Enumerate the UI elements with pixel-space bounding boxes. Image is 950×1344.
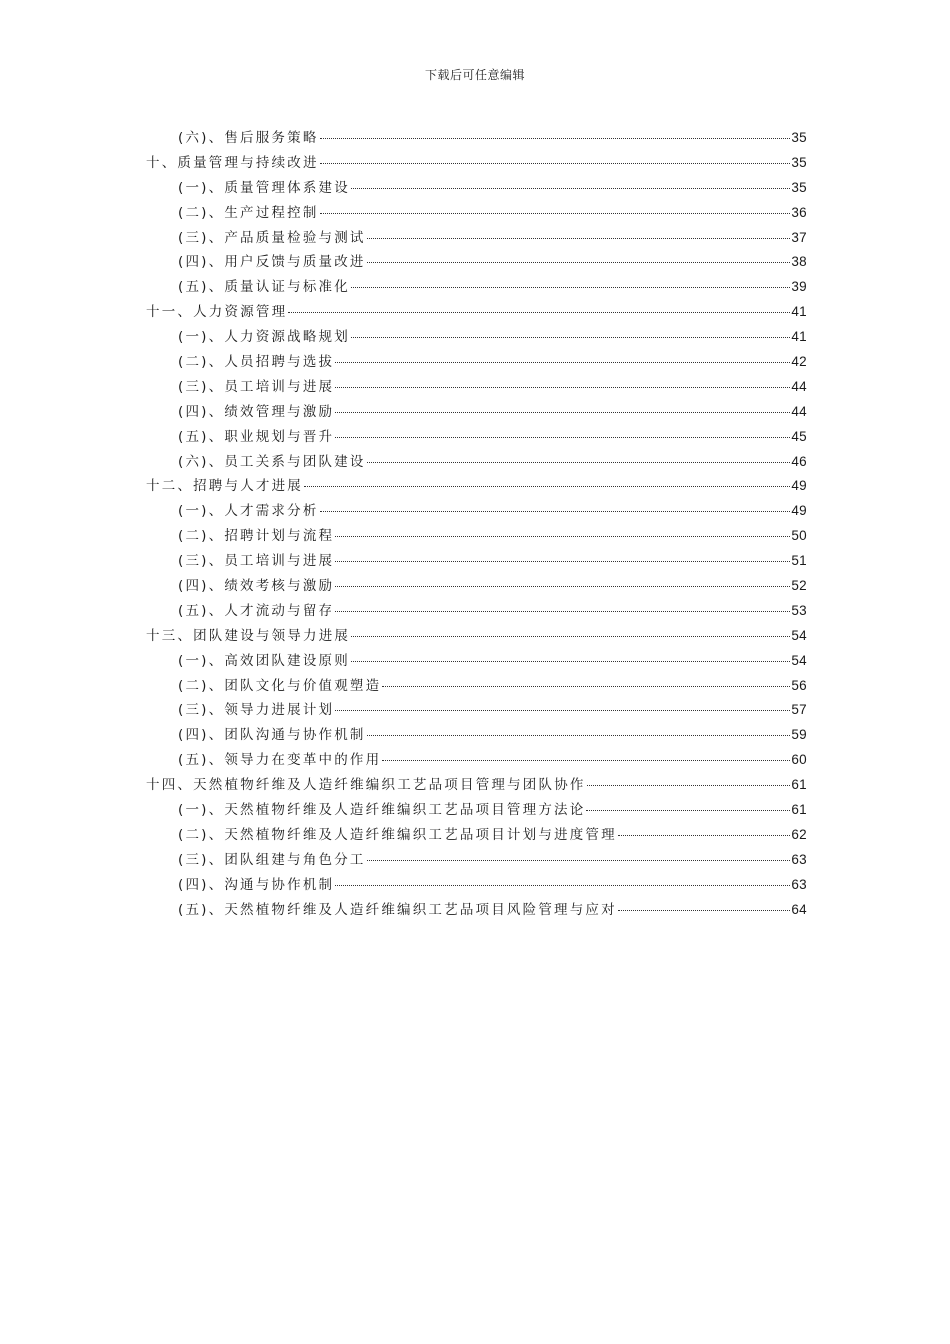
toc-section-entry[interactable] xyxy=(146,499,807,524)
toc-page-number: 39 xyxy=(791,279,807,295)
toc-dot-leader xyxy=(586,809,790,811)
toc-dot-leader xyxy=(618,909,791,911)
toc-dot-leader xyxy=(335,560,790,562)
toc-page-number: 44 xyxy=(791,403,807,419)
toc-dot-leader xyxy=(320,212,791,214)
toc-entry-label: (一)、人力资源战略规划 xyxy=(178,329,350,346)
toc-section-entry[interactable] xyxy=(146,748,807,773)
toc-page-number: 42 xyxy=(791,354,807,370)
toc-dot-leader xyxy=(320,510,791,512)
toc-page-number: 51 xyxy=(791,553,807,569)
toc-section-entry[interactable] xyxy=(146,425,807,450)
toc-page-number: 41 xyxy=(791,304,807,320)
toc-section-entry[interactable] xyxy=(146,798,807,823)
toc-dot-leader xyxy=(367,261,791,263)
toc-section-entry[interactable] xyxy=(146,524,807,549)
toc-entry-label: (一)、高效团队建设原则 xyxy=(178,652,350,669)
toc-section-entry[interactable] xyxy=(146,325,807,350)
toc-entry-label: (一)、质量管理体系建设 xyxy=(178,179,350,196)
toc-dot-leader xyxy=(367,734,791,736)
toc-section-entry[interactable] xyxy=(146,848,807,873)
toc-entry-label: (三)、员工培训与进展 xyxy=(178,553,335,570)
toc-entry-label: (二)、人员招聘与选拔 xyxy=(178,354,335,371)
toc-dot-leader xyxy=(367,859,791,861)
toc-page-number: 56 xyxy=(791,677,807,693)
toc-dot-leader xyxy=(587,784,791,786)
toc-section-entry[interactable] xyxy=(146,574,807,599)
toc-page-number: 59 xyxy=(791,727,807,743)
toc-dot-leader xyxy=(335,411,790,413)
toc-chapter-entry[interactable] xyxy=(146,624,807,649)
toc-dot-leader xyxy=(351,635,790,637)
toc-section-entry[interactable] xyxy=(146,275,807,300)
toc-page-number: 38 xyxy=(791,254,807,270)
toc-dot-leader xyxy=(335,535,790,537)
toc-page-number: 53 xyxy=(791,602,807,618)
toc-page-number: 63 xyxy=(791,851,807,867)
toc-chapter-entry[interactable] xyxy=(146,300,807,325)
toc-page-number: 37 xyxy=(791,229,807,245)
toc-section-entry[interactable] xyxy=(146,450,807,475)
toc-entry-label: (二)、天然植物纤维及人造纤维编织工艺品项目计划与进度管理 xyxy=(178,826,617,843)
toc-entry-label: (五)、人才流动与留存 xyxy=(178,602,335,619)
toc-entry-label: (五)、领导力在变革中的作用 xyxy=(178,752,382,769)
toc-dot-leader xyxy=(304,485,790,487)
toc-section-entry[interactable] xyxy=(146,898,807,923)
toc-dot-leader xyxy=(335,585,790,587)
toc-page-number: 49 xyxy=(791,503,807,519)
toc-page-number: 52 xyxy=(791,578,807,594)
toc-entry-label: (四)、绩效考核与激励 xyxy=(178,578,335,595)
toc-section-entry[interactable] xyxy=(146,649,807,674)
toc-dot-leader xyxy=(335,386,790,388)
toc-entry-label: 十二、招聘与人才进展 xyxy=(146,478,303,495)
toc-dot-leader xyxy=(351,286,790,288)
toc-section-entry[interactable] xyxy=(146,873,807,898)
toc-chapter-entry[interactable] xyxy=(146,151,807,176)
toc-entry-label: (五)、职业规划与晋升 xyxy=(178,428,335,445)
table-of-contents xyxy=(146,126,807,923)
toc-section-entry[interactable] xyxy=(146,350,807,375)
toc-page-number: 35 xyxy=(791,154,807,170)
toc-entry-label: (六)、员工关系与团队建设 xyxy=(178,453,366,470)
toc-entry-label: (四)、绩效管理与激励 xyxy=(178,403,335,420)
toc-page-number: 63 xyxy=(791,876,807,892)
toc-section-entry[interactable] xyxy=(146,723,807,748)
toc-page-number: 49 xyxy=(791,478,807,494)
toc-entry-label: 十、质量管理与持续改进 xyxy=(146,154,319,171)
toc-dot-leader xyxy=(351,336,790,338)
toc-entry-label: 十四、天然植物纤维及人造纤维编织工艺品项目管理与团队协作 xyxy=(146,777,586,794)
toc-entry-label: (三)、产品质量检验与测试 xyxy=(178,229,366,246)
toc-section-entry[interactable] xyxy=(146,250,807,275)
toc-section-entry[interactable] xyxy=(146,226,807,251)
toc-dot-leader xyxy=(335,709,790,711)
toc-page-number: 54 xyxy=(791,627,807,643)
toc-section-entry[interactable] xyxy=(146,201,807,226)
toc-entry-label: 十一、人力资源管理 xyxy=(146,304,288,321)
toc-page-number: 62 xyxy=(791,826,807,842)
toc-section-entry[interactable] xyxy=(146,549,807,574)
toc-page-number: 36 xyxy=(791,204,807,220)
toc-section-entry[interactable] xyxy=(146,375,807,400)
toc-entry-label: (三)、领导力进展计划 xyxy=(178,702,335,719)
toc-dot-leader xyxy=(367,461,791,463)
toc-dot-leader xyxy=(351,660,790,662)
toc-entry-label: (三)、团队组建与角色分工 xyxy=(178,851,366,868)
toc-dot-leader xyxy=(335,361,790,363)
toc-chapter-entry[interactable] xyxy=(146,773,807,798)
toc-page-number: 44 xyxy=(791,378,807,394)
toc-entry-label: (二)、生产过程控制 xyxy=(178,204,319,221)
toc-dot-leader xyxy=(618,834,791,836)
toc-section-entry[interactable] xyxy=(146,698,807,723)
toc-page-number: 60 xyxy=(791,752,807,768)
toc-section-entry[interactable] xyxy=(146,176,807,201)
toc-page-number: 61 xyxy=(791,777,807,793)
toc-dot-leader xyxy=(288,311,790,313)
toc-entry-label: (一)、天然植物纤维及人造纤维编织工艺品项目管理方法论 xyxy=(178,802,586,819)
toc-page-number: 45 xyxy=(791,428,807,444)
toc-entry-label: (一)、人才需求分析 xyxy=(178,503,319,520)
toc-dot-leader xyxy=(335,884,790,886)
toc-dot-leader xyxy=(367,237,791,239)
toc-entry-label: 十三、团队建设与领导力进展 xyxy=(146,627,351,644)
toc-entry-label: (四)、用户反馈与质量改进 xyxy=(178,254,366,271)
toc-dot-leader xyxy=(382,685,790,687)
toc-section-entry[interactable] xyxy=(146,823,807,848)
toc-page-number: 41 xyxy=(791,329,807,345)
toc-entry-label: (四)、沟通与协作机制 xyxy=(178,876,335,893)
toc-entry-label: (五)、质量认证与标准化 xyxy=(178,279,350,296)
toc-entry-label: (三)、员工培训与进展 xyxy=(178,378,335,395)
toc-page-number: 46 xyxy=(791,453,807,469)
toc-page-number: 64 xyxy=(791,901,807,917)
toc-page-number: 57 xyxy=(791,702,807,718)
toc-entry-label: (二)、团队文化与价值观塑造 xyxy=(178,677,382,694)
toc-dot-leader xyxy=(335,436,790,438)
toc-entry-label: (二)、招聘计划与流程 xyxy=(178,528,335,545)
toc-entry-label: (四)、团队沟通与协作机制 xyxy=(178,727,366,744)
toc-page-number: 35 xyxy=(791,179,807,195)
toc-chapter-entry[interactable] xyxy=(146,474,807,499)
toc-dot-leader xyxy=(320,137,791,139)
toc-dot-leader xyxy=(382,759,790,761)
toc-section-entry[interactable] xyxy=(146,126,807,151)
toc-dot-leader xyxy=(351,187,790,189)
toc-entry-label: (五)、天然植物纤维及人造纤维编织工艺品项目风险管理与应对 xyxy=(178,901,617,918)
toc-entry-label: (六)、售后服务策略 xyxy=(178,130,319,146)
toc-section-entry[interactable] xyxy=(146,674,807,699)
toc-page-number: 54 xyxy=(791,652,807,668)
toc-page-number: 35 xyxy=(791,130,807,145)
toc-dot-leader xyxy=(320,162,791,164)
toc-page-number: 50 xyxy=(791,528,807,544)
toc-section-entry[interactable] xyxy=(146,400,807,425)
toc-dot-leader xyxy=(335,610,790,612)
toc-section-entry[interactable] xyxy=(146,599,807,624)
page-header: 下载后可任意编辑 xyxy=(424,68,525,82)
toc-page-number: 61 xyxy=(791,802,807,818)
